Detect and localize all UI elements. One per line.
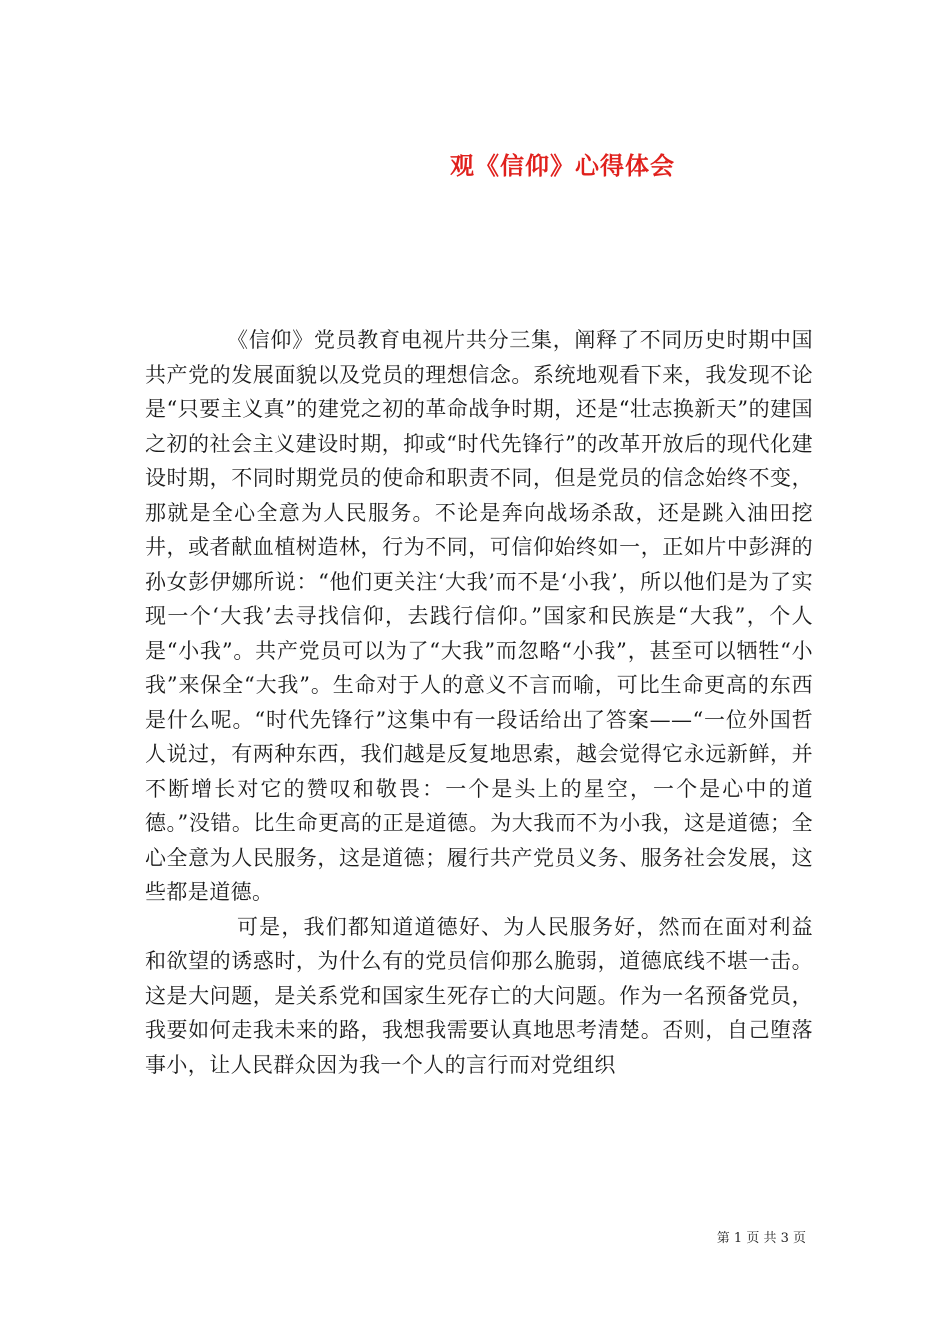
body-paragraph-2: 可是，我们都知道道德好、为人民服务好，然而在面对利益和欲望的诱惑时，为什么有的党员信仰那么脆弱，道德底线不堪一击。这是大问题，是关系党和国家生死存亡的大问题。作为一名预备党员，我要如何走我未来的路，我想我需要认真地思考清楚。否则，自己堕落事小，让人民群众因为我一个人的言行而对党组织	[145, 914, 813, 1077]
page-number-footer: 第 1 页 共 3 页	[716, 1231, 806, 1246]
document-title: 观《信仰》心得体会	[450, 151, 675, 181]
document-body	[145, 323, 813, 1082]
body-paragraph-1: 《信仰》党员教育电视片共分三集，阐释了不同历史时期中国共产党的发展面貌以及党员的理想信念。系统地观看下来，我发现不论是“只要主义真”的建党之初的革命战争时期，还是“壮志换新天”的建国之初的社会主义建设时期，抑或“时代先锋行”的改革开放后的现代化建设时期，不同时期党员的使命和职责不同，但是党员的信念始终不变，那就是全心全意为人民服务。不论是奔向战场杀敌，还是跳入油田挖井，或者献血植树造林，行为不同，可信仰始终如一，正如片中彭湃的孙女彭伊娜所说：“他们更关注‘大我’而不是‘小我’，所以他们是为了实现一个‘大我’去寻找信仰，去践行信仰。”国家和民族是“大我”，个人是“小我”。共产党员可以为了“大我”而忽略“小我”，甚至可以牺牲“小我”来保全“大我”。生命对于人的意义不言而喻，可比生命更高的东西是什么呢。“时代先锋行”这集中有一段话给出了答案——“一位外国哲人说过，有两种东西，我们越是反复地思索，越会觉得它永远新鲜，并不断增长对它的赞叹和敬畏：一个是头上的星空，一个是心中的道德。”没错。比生命更高的正是道德。为大我而不为小我，这是道德；全心全意为人民服务，这是道德；履行共产党员义务、服务社会发展，这些都是道德。	[145, 328, 813, 904]
